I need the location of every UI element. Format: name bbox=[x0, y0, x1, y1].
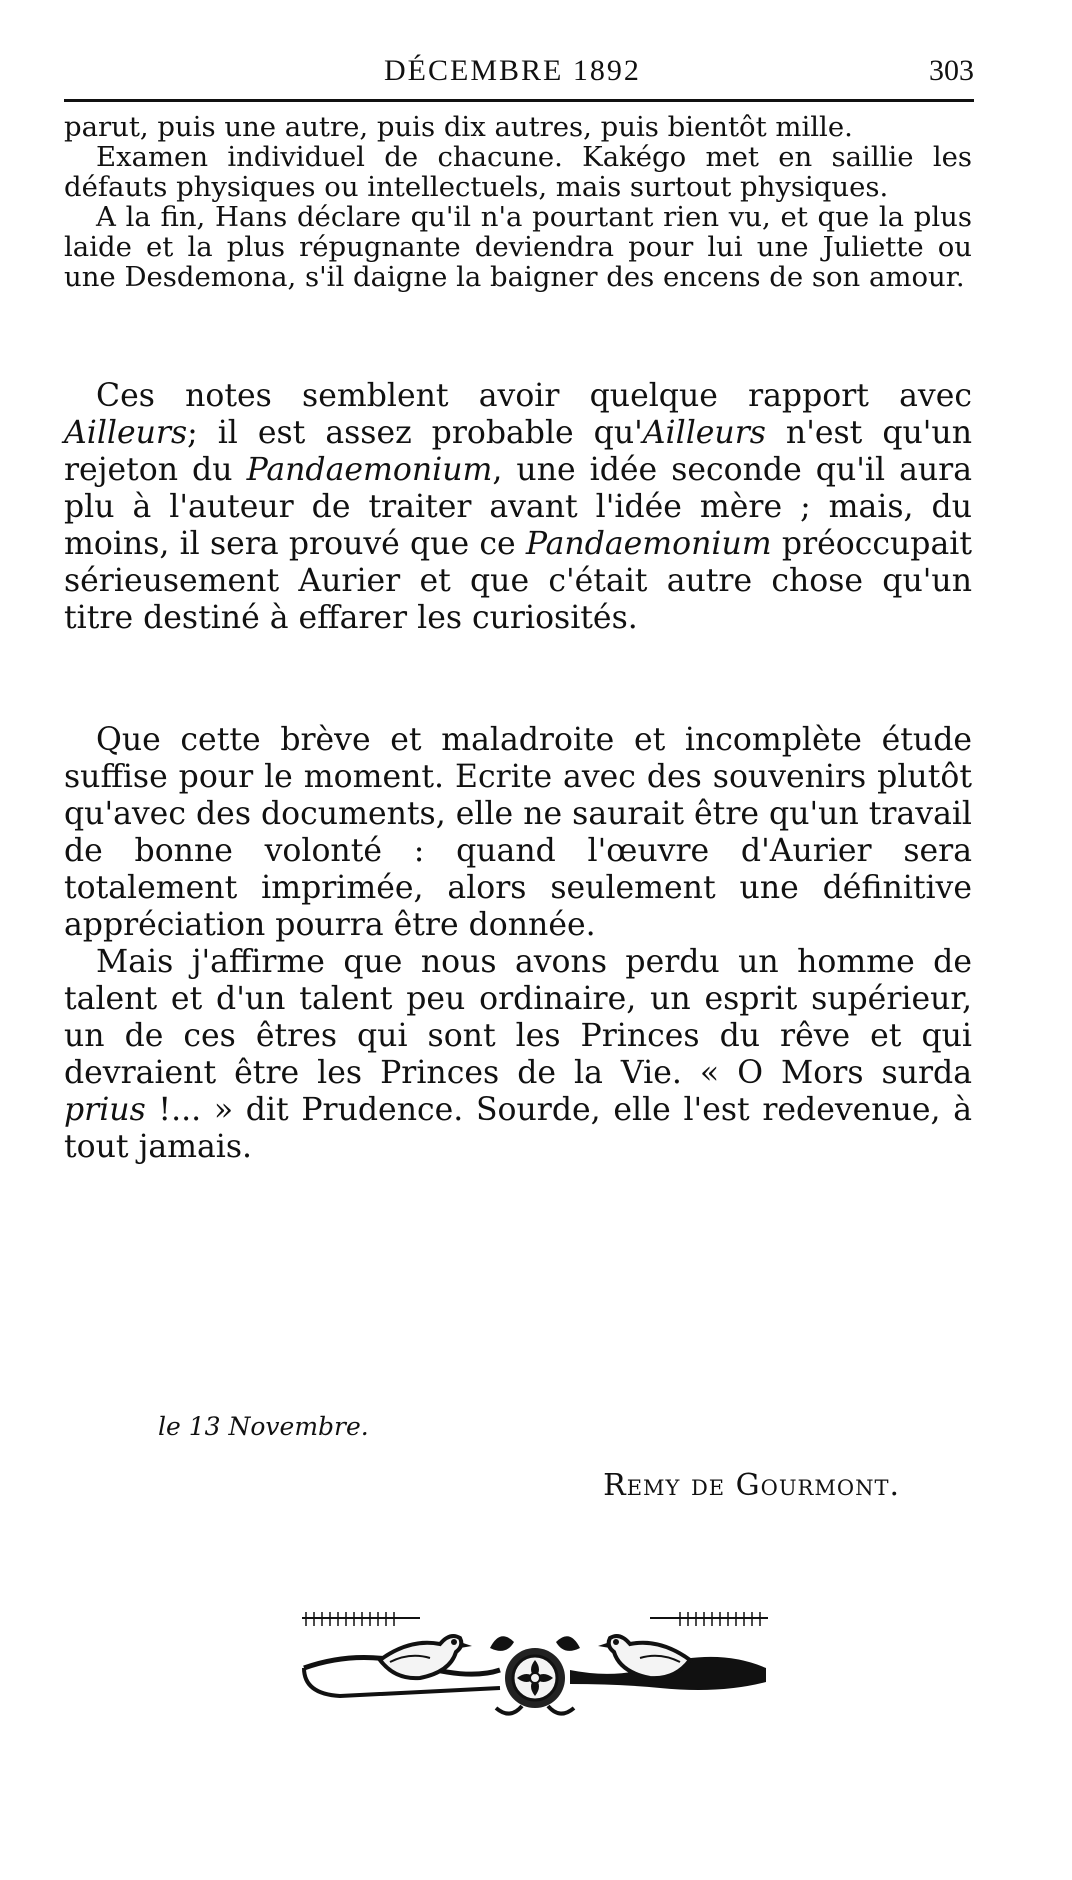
paragraph: parut, puis une autre, puis dix autres, puis bientôt mille. bbox=[64, 111, 853, 143]
text-run: Ces notes semblent avoir quelque rapport avec bbox=[96, 378, 972, 414]
final-paragraph bbox=[64, 944, 972, 1166]
text-run: Mais j'affirme que nous avons perdu un homme de talent et d'un talent peu ordinaire, un esprit supérieur, un de ces êtres qui sont les Princes du rêve et qui devraient être les Princes de la Vie. « O Mors surda bbox=[64, 944, 972, 1091]
text-run: , une idée seconde qu'il aura plu à l'auteur de traiter avant l'idée mère ; mais, du moins, il sera prouvé que ce bbox=[64, 452, 972, 562]
paragraph: Examen individuel de chacune. Kakégo met en saillie les défauts physiques ou intellectuels, mais surtout physiques. bbox=[64, 141, 972, 203]
notes-block bbox=[64, 378, 972, 637]
page-number: 303 bbox=[929, 54, 974, 87]
tailpiece-ornament-icon bbox=[300, 1608, 770, 1728]
text-run: préoccupait sérieusement Aurier et que c'était autre chose qu'un titre destiné à effarer les curiosités. bbox=[64, 526, 972, 636]
closing-block bbox=[64, 722, 972, 1166]
dateline: le 13 Novembre. bbox=[158, 1412, 369, 1441]
text-run: !... » dit Prudence. Sourde, elle l'est redevenue, à tout jamais. bbox=[64, 1092, 972, 1165]
closing-paragraph: Que cette brève et maladroite et incomplète étude suffise pour le moment. Ecrite avec des souvenirs plutôt qu'avec des documents, elle ne saurait être qu'un travail de bonne volonté : quand l'œuvre d'Aurier sera totalement imprimée, alors seulement une définitive appréciation pourra être donnée. bbox=[64, 722, 972, 943]
text-run: n'est qu'un rejeton du bbox=[64, 415, 973, 488]
author-signature: Remy de Gourmont. bbox=[603, 1468, 900, 1503]
latin-word: prius bbox=[64, 1092, 146, 1128]
running-title: DÉCEMBRE 1892 bbox=[384, 54, 641, 87]
page-header bbox=[64, 48, 974, 98]
paragraph: A la fin, Hans déclare qu'il n'a pourtant rien vu, et que la plus laide et la plus répugnante deviendra pour lui une Juliette ou une Desdemona, s'il daigne la baigner des encens de son amour. bbox=[64, 201, 972, 293]
small-text-block bbox=[64, 112, 972, 292]
title-pandaemonium: Pandaemonium bbox=[246, 452, 493, 488]
title-pandaemonium: Pandaemonium bbox=[525, 526, 772, 562]
notes-paragraph bbox=[64, 378, 972, 637]
title-ailleurs: Ailleurs bbox=[64, 415, 188, 451]
header-rule bbox=[64, 99, 974, 102]
title-ailleurs: Ailleurs bbox=[642, 415, 766, 451]
text-run: ; il est assez probable qu' bbox=[187, 415, 643, 451]
